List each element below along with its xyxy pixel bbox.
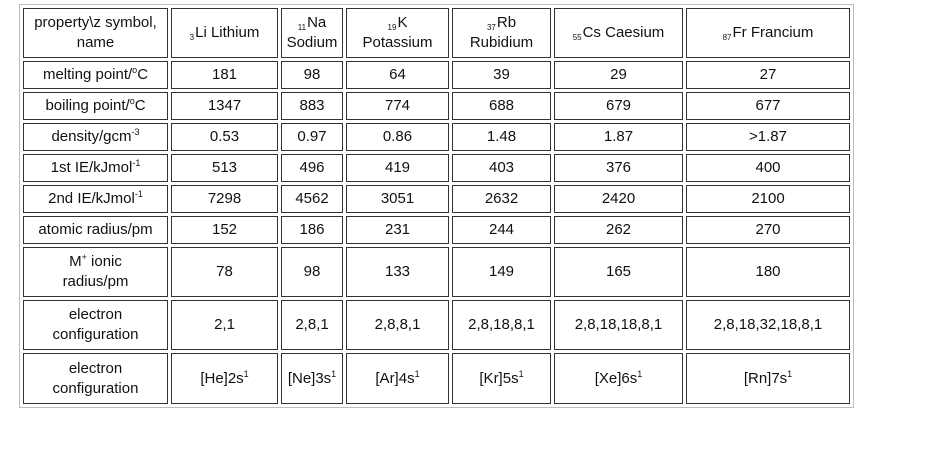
table-cell: 270	[686, 216, 850, 244]
table-row	[23, 61, 850, 89]
header-element-k	[346, 8, 449, 58]
row-label	[23, 123, 168, 151]
row-label	[23, 92, 168, 120]
table-cell	[554, 353, 683, 404]
row-label	[23, 185, 168, 213]
superscript-text: -1	[132, 158, 141, 168]
row-label	[23, 300, 168, 350]
table-cell: 496	[281, 154, 343, 182]
row-label	[23, 216, 168, 244]
table-cell: 2100	[686, 185, 850, 213]
cell-text: atomic radius/pm	[38, 221, 153, 238]
table-cell: 186	[281, 216, 343, 244]
table-row	[23, 185, 850, 213]
cell-text: C	[137, 66, 149, 83]
header-property-label: property\z symbol, name	[34, 14, 157, 51]
cell-text: configuration	[52, 379, 139, 397]
cell-text: [Rn]7s	[743, 369, 788, 387]
header-element-fr	[686, 8, 850, 58]
cell-text: Rubidium	[469, 34, 534, 51]
table-cell	[171, 353, 278, 404]
table-cell: 3051	[346, 185, 449, 213]
superscript-text: 1	[637, 368, 643, 379]
cell-text: Rb	[496, 14, 517, 31]
subscript-text: 11	[297, 23, 307, 32]
table-cell: 78	[171, 247, 278, 297]
table-cell: 2632	[452, 185, 551, 213]
header-element-li	[171, 8, 278, 58]
superscript-text: 1	[787, 368, 793, 379]
superscript-text: 1	[414, 368, 420, 379]
cell-text: [Xe]6s	[594, 369, 638, 387]
table-cell: 152	[171, 216, 278, 244]
table-cell: 2,8,18,18,8,1	[554, 300, 683, 350]
table-cell: 403	[452, 154, 551, 182]
table-cell: 180	[686, 247, 850, 297]
cell-text: radius/pm	[62, 273, 129, 290]
cell-text: [Ar]4s	[375, 369, 415, 387]
row-label	[23, 353, 168, 404]
table-cell: >1.87	[686, 123, 850, 151]
table-cell: 376	[554, 154, 683, 182]
cell-text: Potassium	[362, 34, 433, 51]
cell-text: [He]2s	[200, 369, 244, 387]
table-cell: 883	[281, 92, 343, 120]
cell-text: boiling point/	[45, 97, 130, 114]
alkali-metals-table	[19, 4, 854, 408]
table-cell: 688	[452, 92, 551, 120]
table-row	[23, 154, 850, 182]
alkali-metals-table-wrapper	[19, 4, 854, 408]
table-row	[23, 123, 850, 151]
table-cell: 39	[452, 61, 551, 89]
superscript-text: -3	[131, 127, 140, 137]
cell-text: Sodium	[286, 34, 338, 51]
subscript-text: 87	[722, 33, 732, 42]
table-cell: 98	[281, 61, 343, 89]
table-cell: 27	[686, 61, 850, 89]
table-cell	[346, 353, 449, 404]
table-cell	[281, 353, 343, 404]
cell-text: K	[397, 14, 408, 31]
electron-config-short-row	[23, 353, 850, 404]
table-cell: 1347	[171, 92, 278, 120]
cell-text: 2nd IE/kJmol	[48, 190, 135, 207]
table-cell	[452, 353, 551, 404]
table-cell: 2,1	[171, 300, 278, 350]
cell-text: electron	[68, 306, 123, 323]
table-cell: 262	[554, 216, 683, 244]
superscript-text: 1	[243, 368, 249, 379]
cell-text: Li	[195, 24, 207, 41]
cell-text: Caesium	[605, 24, 665, 41]
cell-text: Francium	[750, 24, 814, 41]
electron-config-row	[23, 300, 850, 350]
table-cell: 2,8,18,8,1	[452, 300, 551, 350]
table-cell: 244	[452, 216, 551, 244]
table-cell: 0.97	[281, 123, 343, 151]
cell-text: [Kr]5s	[479, 369, 519, 387]
header-element-cs	[554, 8, 683, 58]
table-cell: 0.53	[171, 123, 278, 151]
subscript-text: 3	[189, 33, 195, 42]
table-cell	[686, 353, 850, 404]
table-cell: 165	[554, 247, 683, 297]
superscript-text: o	[129, 96, 135, 106]
table-cell: 419	[346, 154, 449, 182]
superscript-text: +	[81, 252, 87, 262]
header-element-rb	[452, 8, 551, 58]
cell-text: Lithium	[210, 24, 260, 41]
cell-text: [Ne]3s	[287, 369, 332, 387]
table-cell: 677	[686, 92, 850, 120]
row-label	[23, 154, 168, 182]
cell-text: Na	[307, 14, 327, 31]
table-cell: 98	[281, 247, 343, 297]
header-row	[23, 8, 850, 58]
table-cell: 2,8,18,32,18,8,1	[686, 300, 850, 350]
table-cell: 1.87	[554, 123, 683, 151]
cell-text: 1st IE/kJmol	[50, 159, 133, 176]
cell-text: electron	[68, 359, 123, 377]
table-cell: 2,8,1	[281, 300, 343, 350]
table-cell: 29	[554, 61, 683, 89]
table-cell: 4562	[281, 185, 343, 213]
subscript-text: 37	[486, 23, 496, 32]
cell-text: melting point/	[42, 66, 133, 83]
table-cell: 7298	[171, 185, 278, 213]
superscript-text: o	[132, 65, 138, 75]
cell-text: M	[69, 253, 82, 270]
superscript-text: -1	[134, 189, 143, 199]
table-cell: 133	[346, 247, 449, 297]
cell-text: Fr	[732, 24, 747, 41]
header-property-cell	[23, 8, 168, 58]
subscript-text: 19	[387, 23, 397, 32]
cell-text: density/gcm	[51, 128, 132, 145]
table-cell: 513	[171, 154, 278, 182]
table-cell: 149	[452, 247, 551, 297]
cell-text: ionic	[86, 253, 122, 270]
table-row	[23, 92, 850, 120]
row-label	[23, 61, 168, 89]
cell-text: configuration	[52, 326, 139, 343]
header-element-na	[281, 8, 343, 58]
subscript-text: 55	[572, 33, 582, 42]
table-row	[23, 216, 850, 244]
table-cell: 774	[346, 92, 449, 120]
ionic-radius-row	[23, 247, 850, 297]
table-cell: 231	[346, 216, 449, 244]
superscript-text: 1	[518, 368, 524, 379]
table-cell: 679	[554, 92, 683, 120]
cell-text: Cs	[582, 24, 601, 41]
table-cell: 0.86	[346, 123, 449, 151]
table-cell: 1.48	[452, 123, 551, 151]
table-cell: 181	[171, 61, 278, 89]
row-label	[23, 247, 168, 297]
table-cell: 2,8,8,1	[346, 300, 449, 350]
superscript-text: 1	[331, 368, 337, 379]
table-cell: 2420	[554, 185, 683, 213]
table-cell: 64	[346, 61, 449, 89]
cell-text: C	[134, 97, 146, 114]
table-cell: 400	[686, 154, 850, 182]
